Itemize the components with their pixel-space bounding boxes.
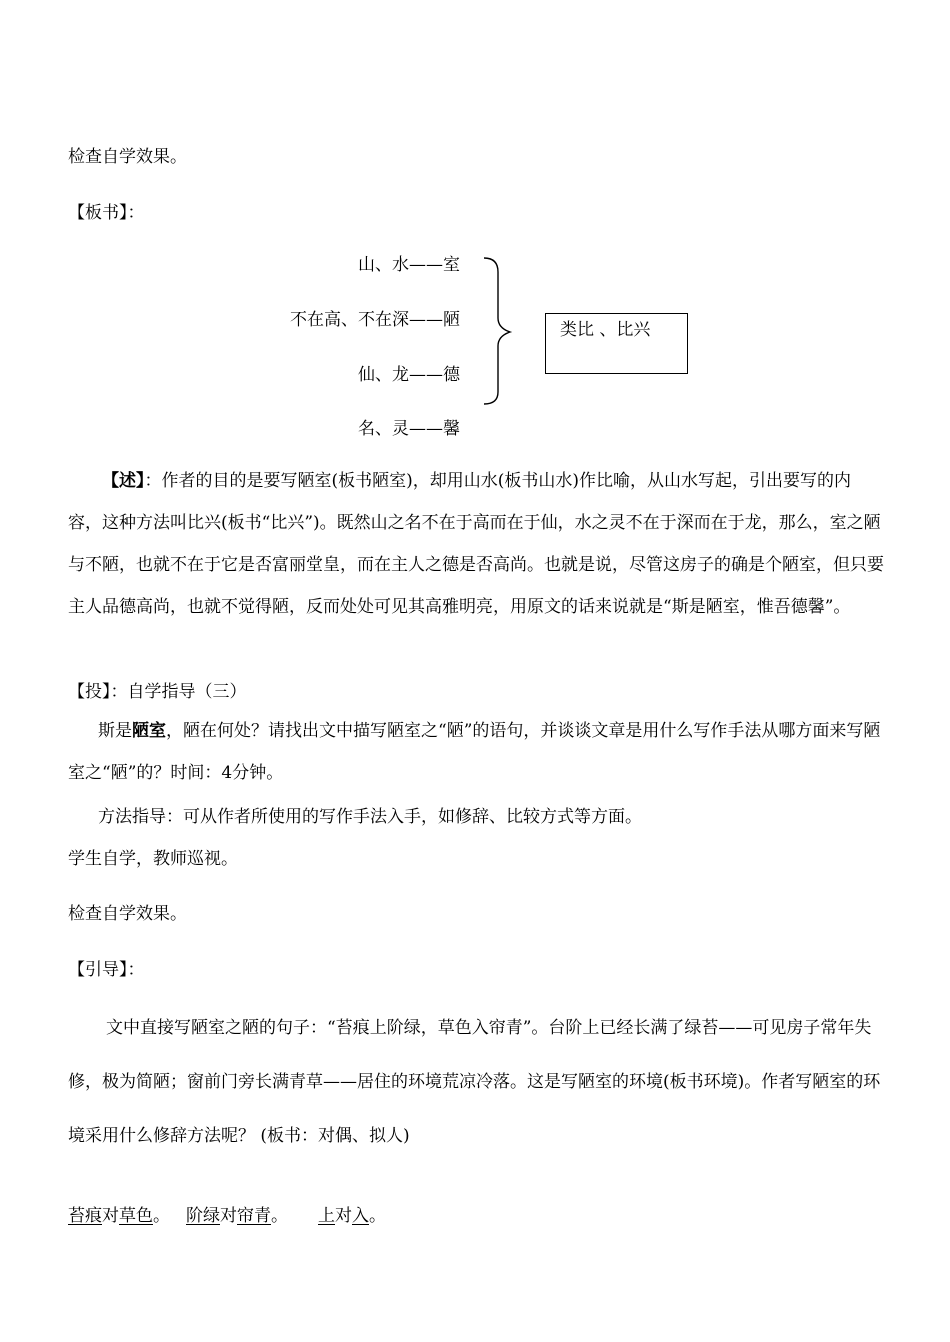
guide-label: 【引导】： [68, 960, 145, 980]
diagram-row: 不在高、不在深——陋 [290, 310, 460, 330]
question-bold: 陋室 [132, 721, 166, 741]
dui-1: 对 [102, 1206, 119, 1226]
analogy-box [545, 313, 688, 374]
diagram-row: 名、灵——馨 [358, 419, 460, 439]
dui-2: 对 [220, 1206, 237, 1226]
question-paragraph [68, 710, 884, 794]
check-effect-1: 检查自学效果。 [68, 147, 187, 167]
student-study: 学生自学，教师巡视。 [68, 849, 238, 869]
word-jielv: 阶绿 [186, 1206, 220, 1226]
period-3: 。 [369, 1206, 386, 1226]
word-taihen: 苔痕 [68, 1206, 102, 1226]
analogy-box-label: 类比 、比兴 [560, 320, 651, 340]
question-rest: ，陋在何处？请找出文中描写陋室之“陋”的语句，并谈谈文章是用什么写作手法从哪方面来写陋室之“陋”的？时间：4分钟。 [68, 721, 881, 783]
period-2: 。 [271, 1206, 288, 1226]
narration-paragraph [68, 460, 884, 628]
period-1: 。 [153, 1206, 170, 1226]
method-guide: 方法指导：可从作者所使用的写作手法入手，如修辞、比较方式等方面。 [98, 807, 642, 827]
word-ru: 入 [352, 1206, 369, 1226]
diagram-row: 仙、龙——德 [358, 365, 460, 385]
guide-paragraph: 文中直接写陋室之陋的句子：“苔痕上阶绿，草色入帘青”。台阶上已经长满了绿苔——可见房子常年失修，极为简陋；窗前门旁长满青草——居住的环境荒凉冷落。这是写陋室的环境(板书环境)。作者写陋室的环境采用什么修辞方法呢？ (板书：对偶、拟人) [68, 1018, 881, 1146]
board-label: 【板书】： [68, 203, 145, 223]
dui-3: 对 [335, 1206, 352, 1226]
question-pre: 斯是 [98, 721, 132, 741]
projection-heading: 【投】：自学指导（三） [68, 682, 247, 702]
word-lianqing: 帘青 [237, 1206, 271, 1226]
word-caose: 草色 [119, 1206, 153, 1226]
narration-text: ：作者的目的是要写陋室(板书陋室)，却用山水(板书山水)作比喻，从山水写起，引出要写的内容，这种方法叫比兴(板书“比兴”)。既然山之名不在于高而在于仙，水之灵不在于深而在于龙，那么，室之陋与不陋，也就不在于它是否富丽堂皇，而在主人之德是否高尚。也就是说，尽管这房子的确是个陋室，但只要主人品德高尚，也就不觉得陋，反而处处可见其高雅明亮，用原文的话来说就是“斯是陋室，惟吾德馨”。 [68, 471, 884, 617]
check-effect-2: 检查自学效果。 [68, 904, 187, 924]
curly-brace [478, 252, 528, 412]
word-shang: 上 [318, 1206, 335, 1226]
antithesis-line [68, 1205, 386, 1227]
diagram-row: 山、水——室 [358, 255, 460, 275]
narration-tag: 【述】 [102, 471, 145, 491]
